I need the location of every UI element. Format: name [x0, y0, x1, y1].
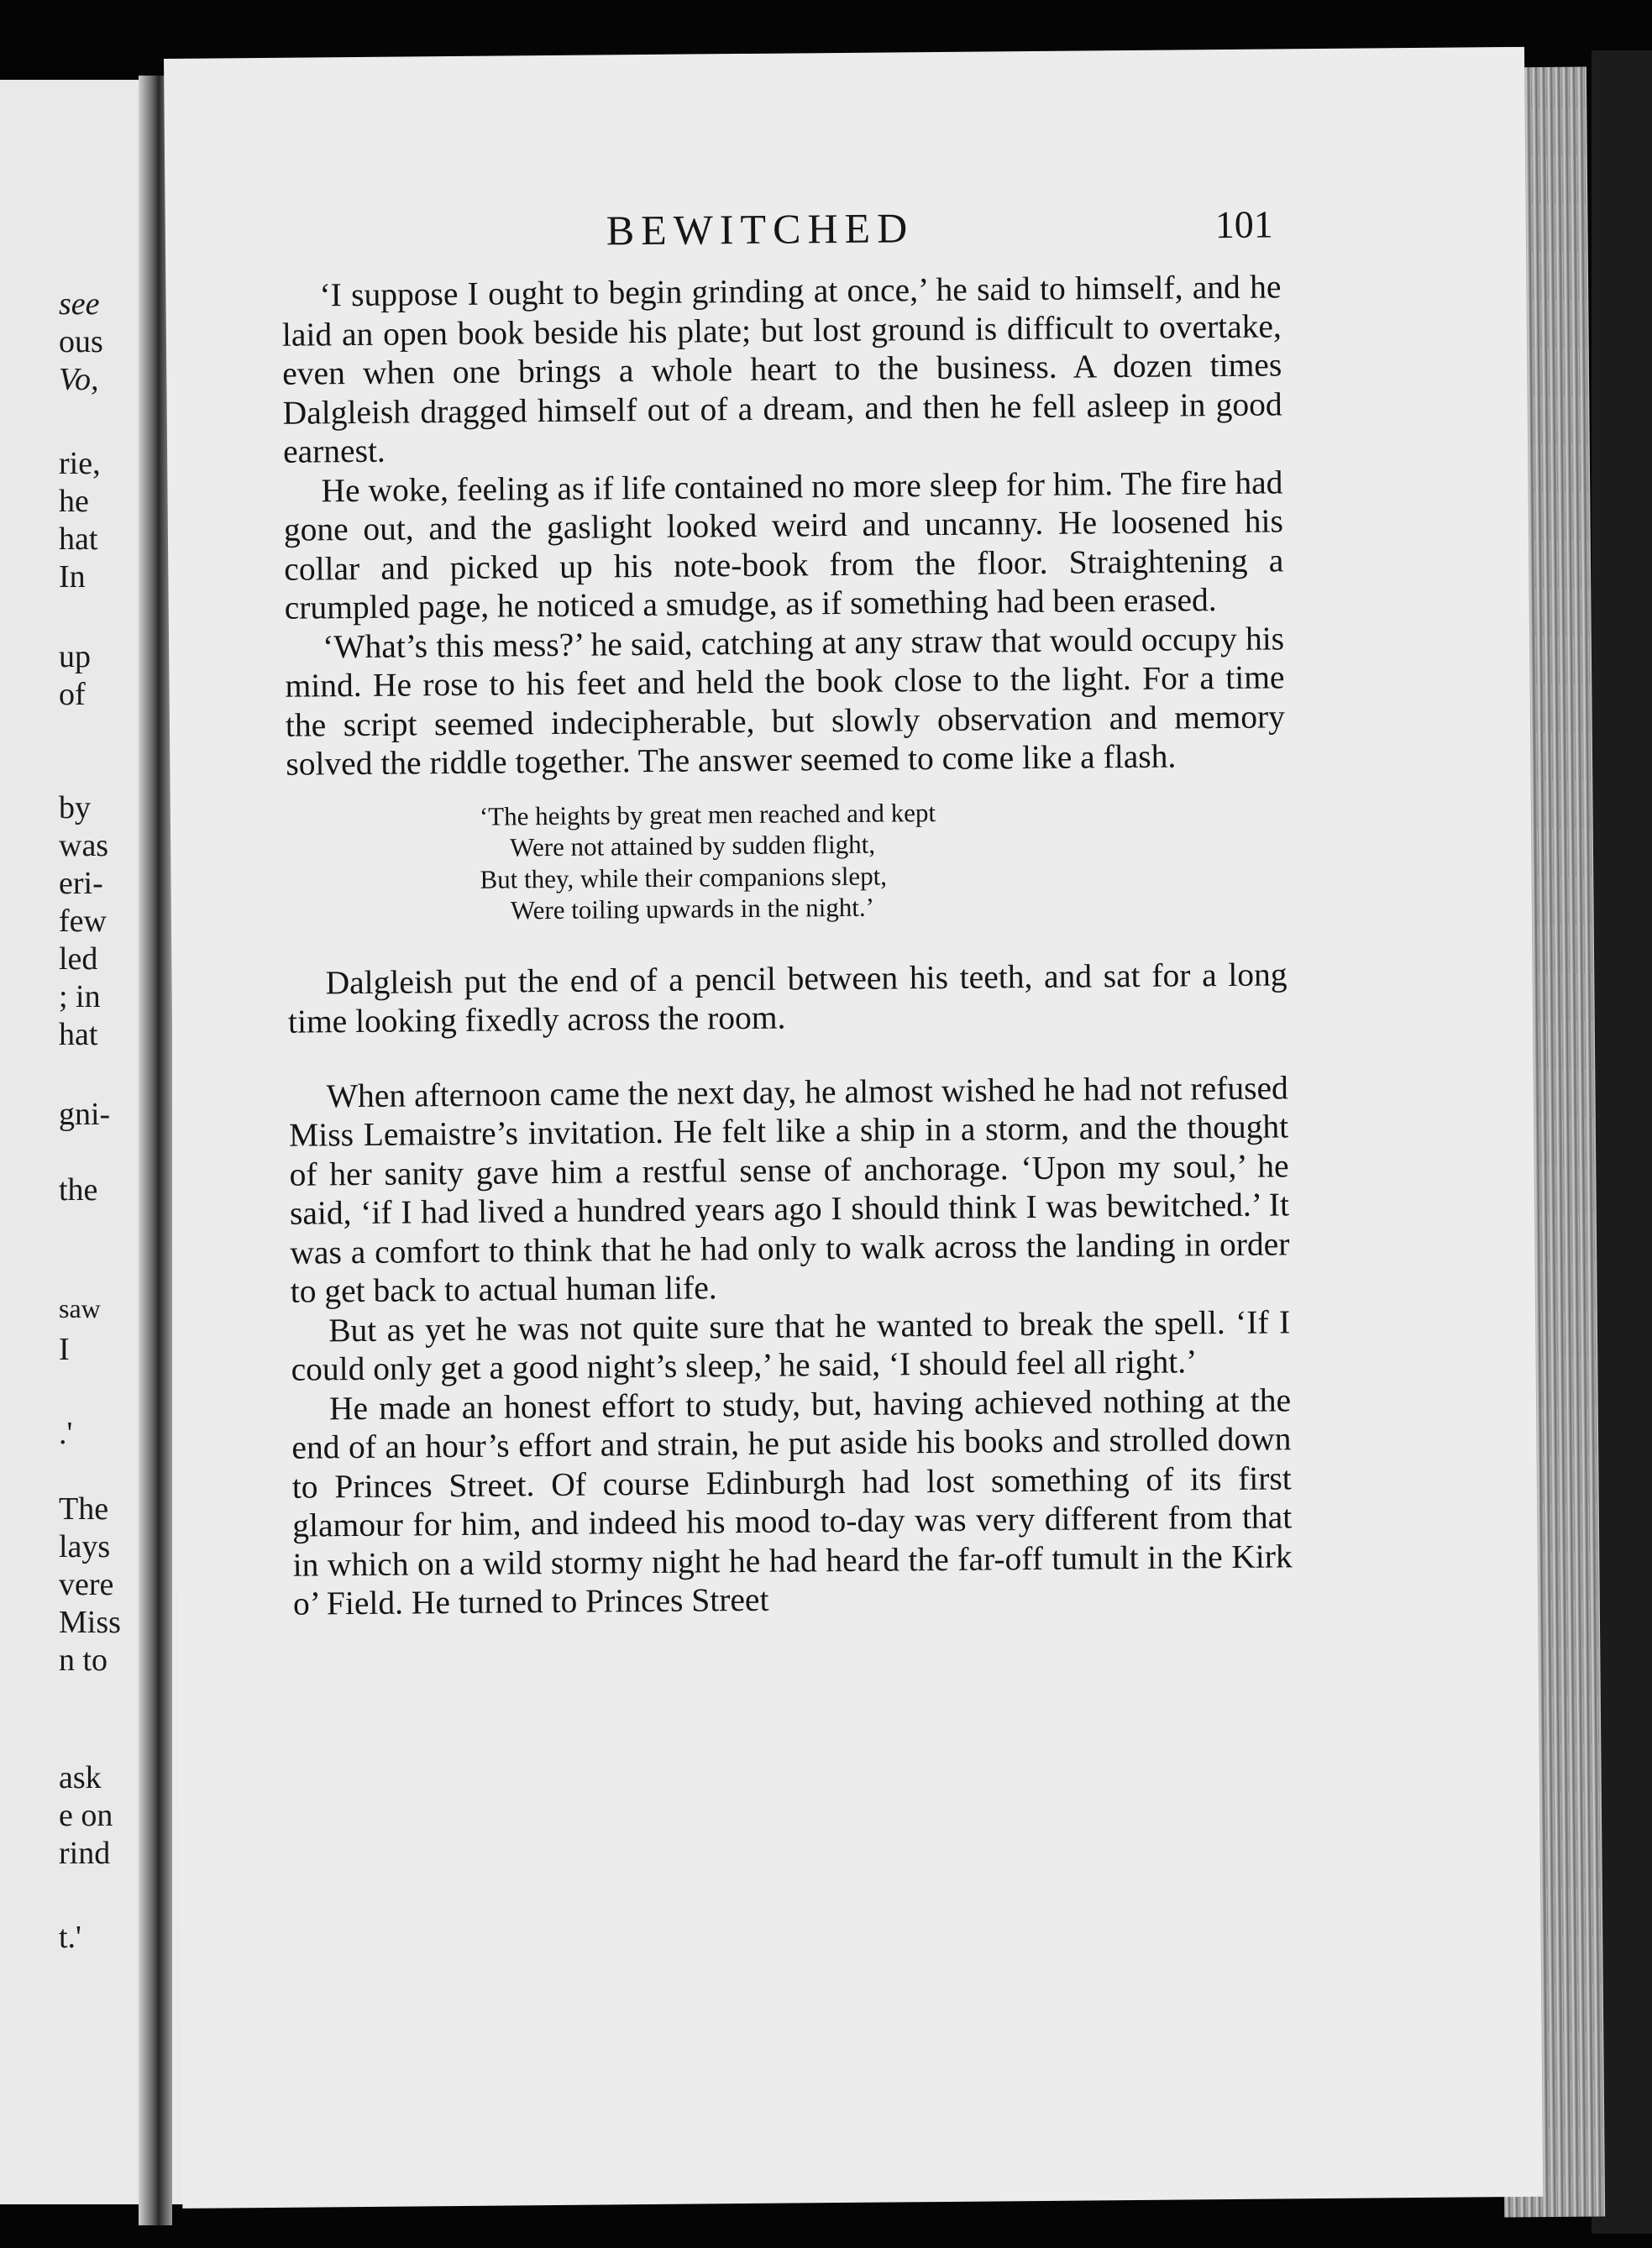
left-fragment: gni-	[59, 1097, 111, 1132]
paragraph: ‘I suppose I ought to begin grinding at once,’ he said to himself, and he laid an open book beside his plate; but lost ground is difficult to overtake, even when one brings a whole heart to the business. A dozen times Dalgleish dragged himself out of a dream, and then he fell asleep in good earnest.	[281, 268, 1282, 470]
left-fragment: few	[59, 904, 107, 939]
left-fragment: eri-	[59, 866, 103, 901]
paragraph: Dalgleish put the end of a pencil between his teeth, and sat for a long time looking fixedly across the room.	[287, 955, 1288, 1040]
left-fragment: ous	[59, 324, 103, 359]
book-page	[164, 47, 1543, 2209]
left-fragment: the	[59, 1172, 98, 1208]
left-fragment: up	[59, 639, 91, 674]
left-fragment: e on	[59, 1798, 113, 1833]
left-fragment: hat	[59, 1017, 98, 1052]
left-fragment: .'	[59, 1416, 73, 1451]
left-fragment: led	[59, 941, 98, 977]
paragraph: He woke, feeling as if life contained no more sleep for him. The fire had gone out, and the gaslight looked weird and uncanny. He loosened his collar and picked up his note-book from the floor. Straightening a crumpled page, he noticed a smudge, as if something had been erased.	[283, 463, 1284, 626]
poem-line: But they, while their companions slept,	[480, 861, 888, 894]
left-fragment: In	[59, 559, 86, 595]
left-fragment: hat	[59, 521, 98, 557]
page-header	[165, 198, 1527, 277]
left-fragment: by	[59, 790, 91, 825]
left-fragment: rie,	[59, 446, 101, 481]
left-fragment: lays	[59, 1529, 111, 1564]
left-fragment: I	[59, 1332, 70, 1367]
paragraph: ‘What’s this mess?’ he said, catching at any straw that would occupy his mind. He rose to his feet and held the book close to the light. For a time the script seemed indecipherable, but slowly observation and memory solved the riddle together. The answer seemed to come like a flash.	[285, 619, 1286, 783]
running-title: BEWITCHED	[606, 204, 915, 254]
poem-line: ‘The heights by great men reached and kept	[479, 797, 936, 831]
left-fragment: Miss	[59, 1605, 121, 1640]
poem-quotation	[480, 794, 1287, 926]
paragraph: But as yet he was not quite sure that he wanted to break the spell. ‘If I could only get a good night’s sleep,’ he said, ‘I should feel all right.’	[291, 1302, 1291, 1388]
left-fragment: see	[59, 286, 100, 322]
left-fragment: he	[59, 484, 89, 519]
left-fragment: saw	[59, 1293, 101, 1323]
left-fragment: was	[59, 828, 109, 863]
poem-line: Were not attained by sudden flight,	[510, 829, 876, 862]
paragraph: He made an honest effort to study, but, having achieved nothing at the end of an hour’s effort and strain, he put aside his books and strolled down to Princes Street. Of course Edinburgh had lost something of its first glamour for him, and indeed his mood to-day was very different from that in which on a wild stormy night he had heard the far-off tumult in the Kirk o’ Field. He turned to Princes Street	[291, 1381, 1293, 1622]
poem-line: Were toiling upwards in the night.’	[510, 892, 875, 925]
left-fragment: rind	[59, 1836, 111, 1871]
paragraph: When afternoon came the next day, he almost wished he had not refused Miss Lemaistre’s invitation. He felt like a ship in a storm, and the thought of her sanity gave him a restful sense of anchorage. ‘Upon my soul,’ he said, ‘if I had lived a hundred years ago I should think I was bewitched.’ It was a comfort to think that he had only to walk across the landing in order to get back to actual human life.	[288, 1068, 1290, 1310]
page-number: 101	[1214, 202, 1273, 247]
left-fragment: vere	[59, 1567, 114, 1602]
body-text	[281, 267, 1293, 1623]
left-fragment: t.'	[59, 1920, 81, 1955]
left-fragment: ask	[59, 1760, 102, 1795]
left-fragment: Vo,	[59, 362, 99, 397]
left-fragment: of	[59, 677, 86, 712]
left-fragment: n to	[59, 1643, 108, 1678]
left-fragment: ; in	[59, 979, 101, 1014]
left-fragment: The	[59, 1491, 109, 1527]
